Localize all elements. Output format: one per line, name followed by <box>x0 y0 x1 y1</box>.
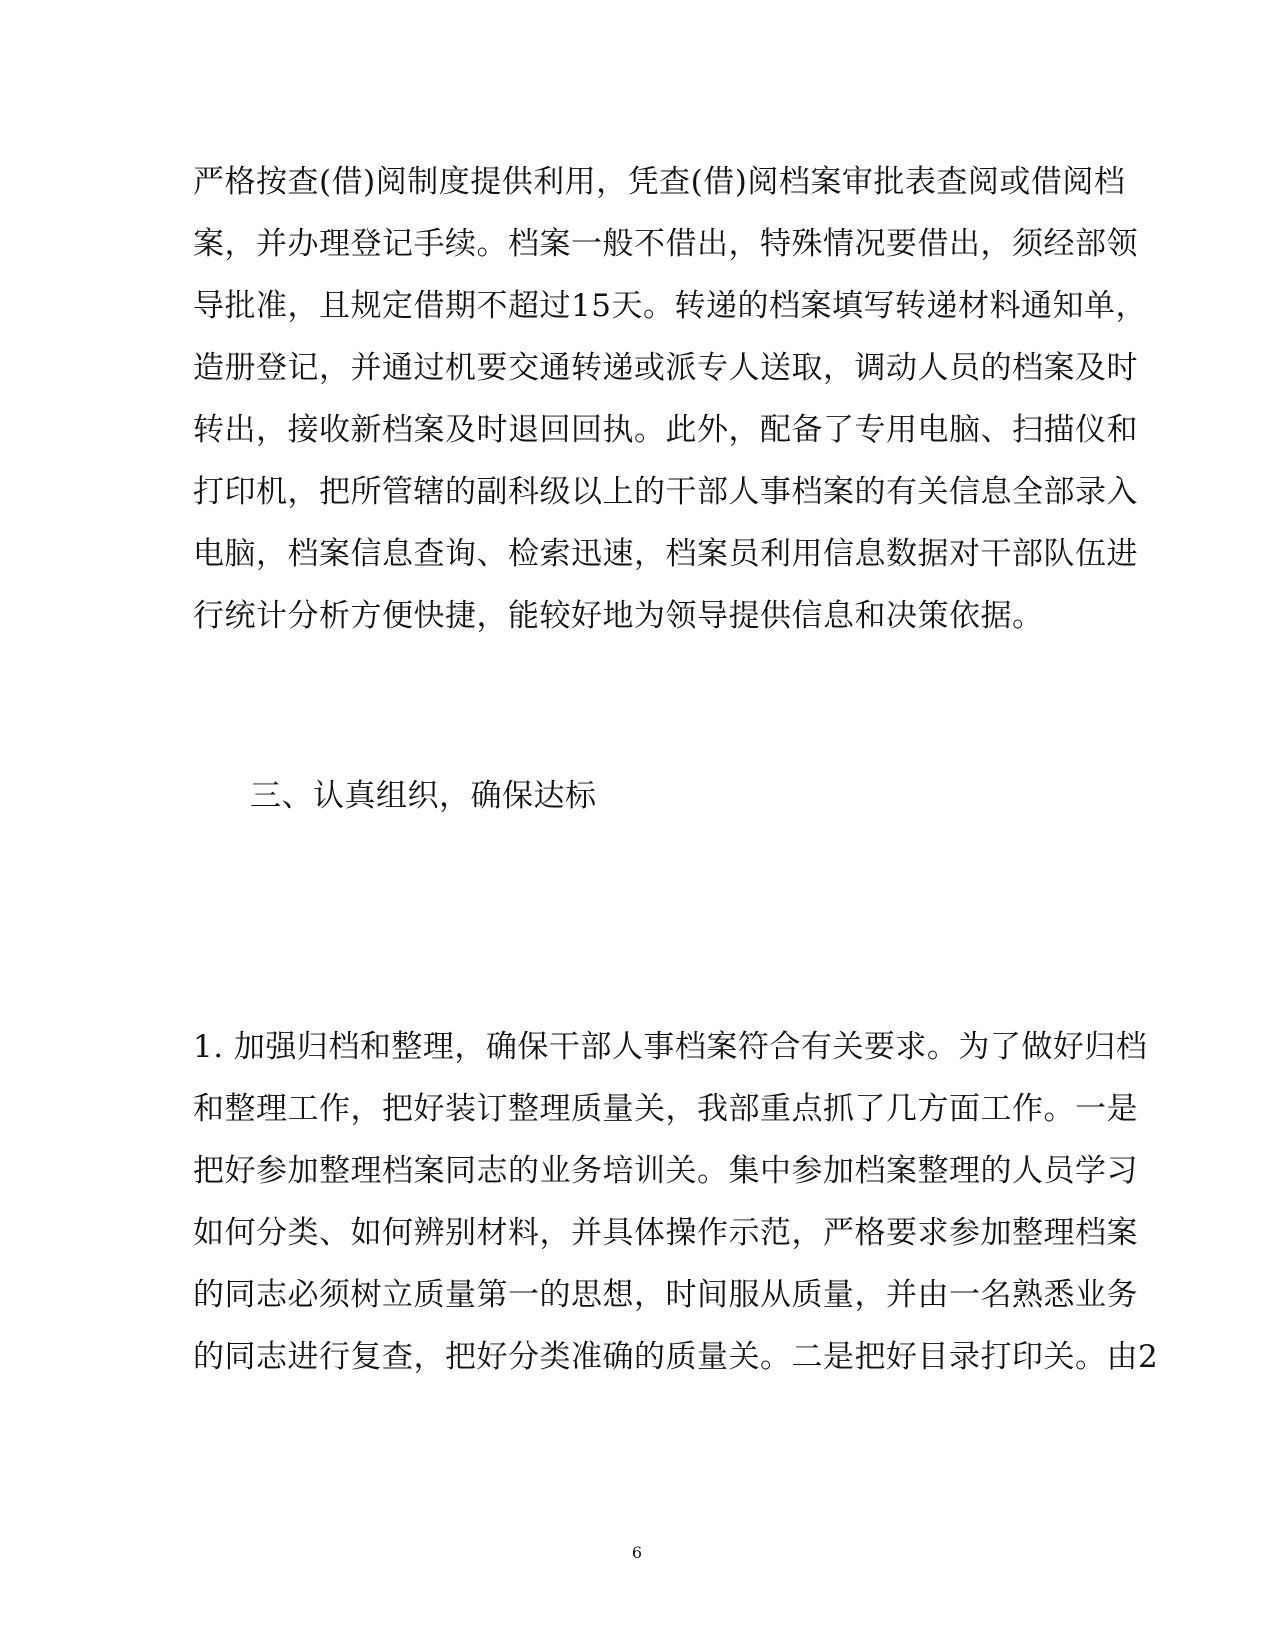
paragraph-line: 导批准，且规定借期不超过15天。转递的档案填写转递材料通知单， <box>193 288 1147 324</box>
paragraph-line: 把好参加整理档案同志的业务培训关。集中参加档案整理的人员学习 <box>193 1153 1138 1189</box>
paragraph-line: 如何分类、如何辨别材料，并具体操作示范，严格要求参加整理档案 <box>193 1215 1138 1251</box>
paragraph-line: 案，并办理登记手续。档案一般不借出，特殊情况要借出，须经部领 <box>193 226 1138 262</box>
paragraph-line: 的同志必须树立质量第一的思想，时间服从质量，并由一名熟悉业务 <box>193 1277 1138 1313</box>
page-number: 6 <box>631 1543 643 1562</box>
paragraph-line: 1. 加强归档和整理，确保干部人事档案符合有关要求。为了做好归档 <box>193 1029 1148 1065</box>
paragraph-line: 电脑，档案信息查询、检索迅速，档案员利用信息数据对干部队伍进 <box>193 536 1138 572</box>
paragraph-line: 和整理工作，把好装订整理质量关，我部重点抓了几方面工作。一是 <box>193 1091 1138 1127</box>
paragraph-line: 造册登记，并通过机要交通转递或派专人送取，调动人员的档案及时 <box>193 350 1138 386</box>
paragraph-line: 的同志进行复查，把好分类准确的质量关。二是把好目录打印关。由2 <box>193 1339 1159 1375</box>
paragraph-line: 转出，接收新档案及时退回回执。此外，配备了专用电脑、扫描仪和 <box>193 412 1138 448</box>
section-heading: 三、认真组织，确保达标 <box>250 778 597 814</box>
paragraph-line: 严格按查(借)阅制度提供利用，凭查(借)阅档案审批表查阅或借阅档 <box>193 164 1126 200</box>
paragraph-line: 行统计分析方便快捷，能较好地为领导提供信息和决策依据。 <box>193 598 1044 634</box>
paragraph-line: 打印机，把所管辖的副科级以上的干部人事档案的有关信息全部录入 <box>193 474 1138 510</box>
